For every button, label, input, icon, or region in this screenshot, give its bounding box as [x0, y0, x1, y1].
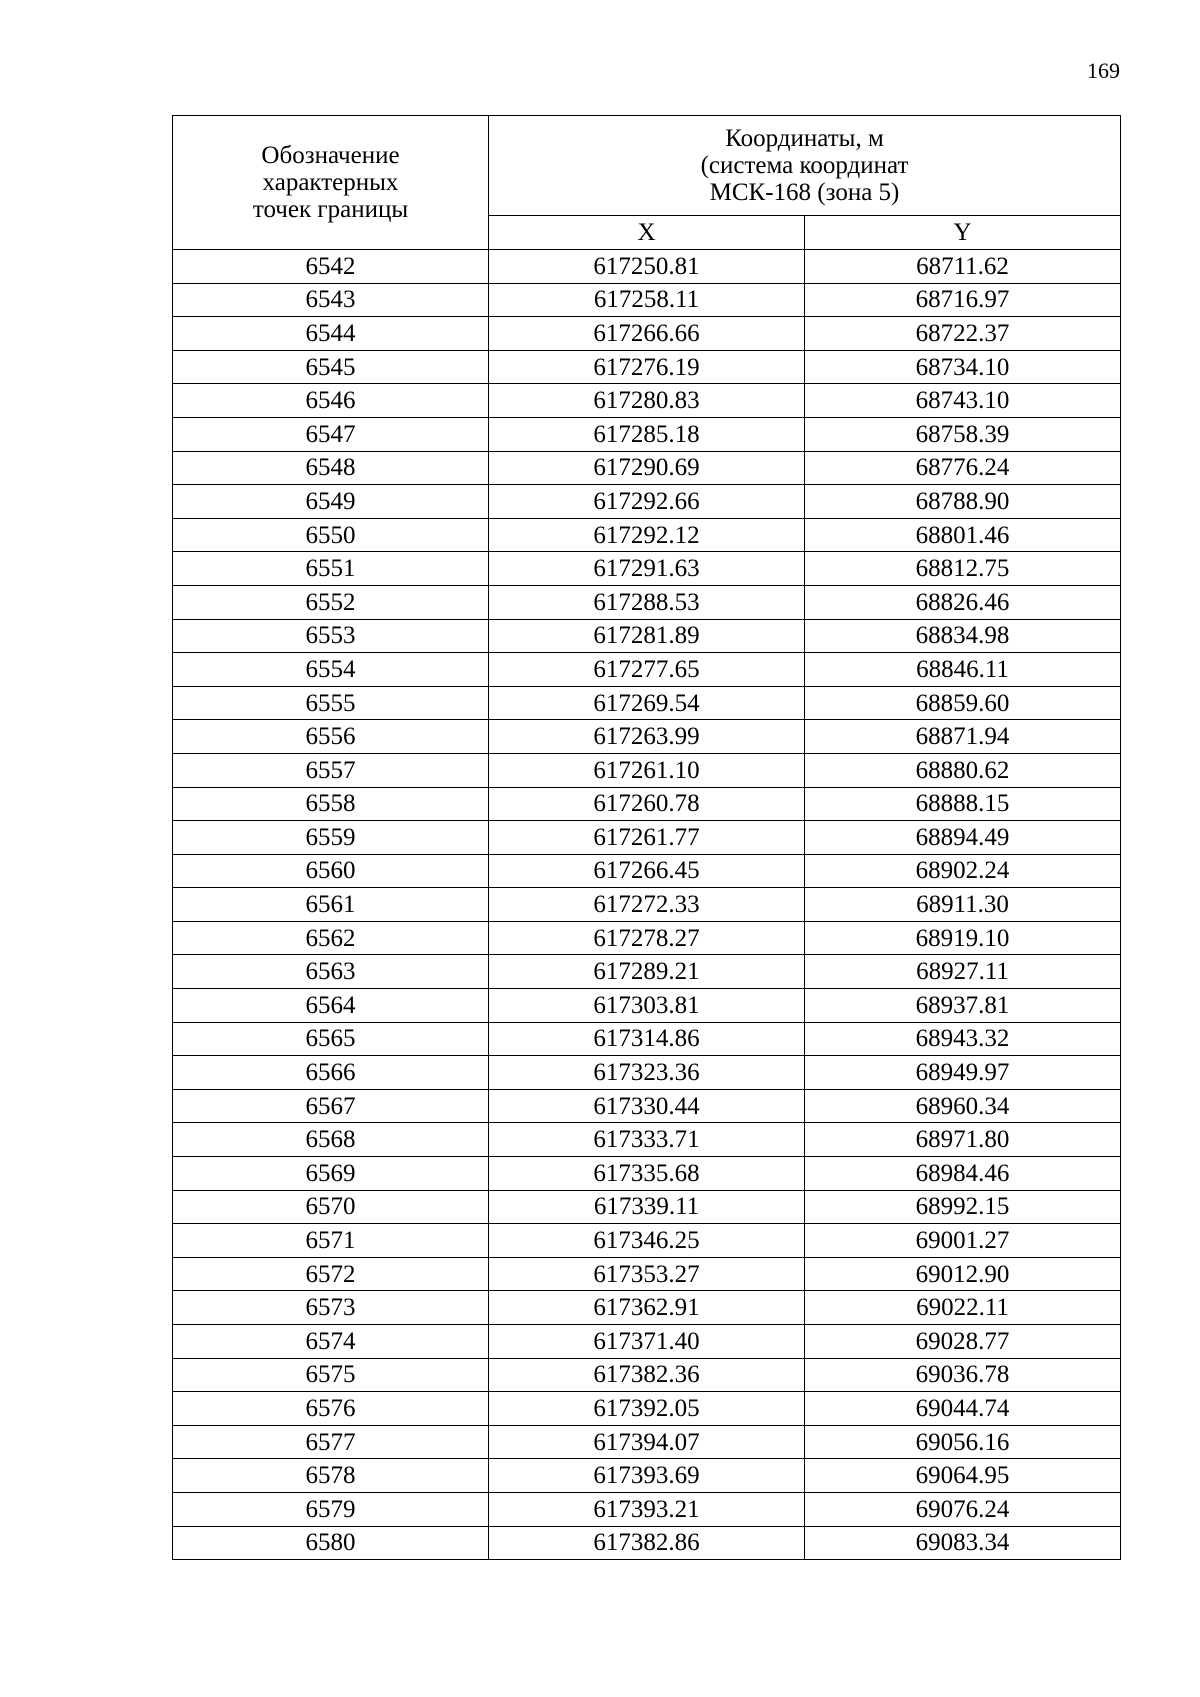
x-coordinate-cell: 617277.65 — [489, 653, 805, 687]
y-coordinate-cell: 68834.98 — [805, 619, 1121, 653]
x-coordinate-cell: 617392.05 — [489, 1392, 805, 1426]
x-coordinate-cell: 617393.21 — [489, 1492, 805, 1526]
y-coordinate-cell: 68758.39 — [805, 417, 1121, 451]
coords-header-line-1: Координаты, м — [725, 125, 884, 152]
point-cell: 6574 — [173, 1325, 489, 1359]
y-coordinate-cell: 68826.46 — [805, 585, 1121, 619]
table-row — [173, 552, 1121, 586]
coords-header-line-2: (система координат — [700, 152, 909, 179]
x-coordinate-cell: 617276.19 — [489, 350, 805, 384]
table-row — [173, 787, 1121, 821]
y-coordinate-cell: 68812.75 — [805, 552, 1121, 586]
table-row — [173, 1257, 1121, 1291]
y-coordinate-cell: 68846.11 — [805, 653, 1121, 687]
table-row — [173, 955, 1121, 989]
coordinates-header — [489, 116, 1121, 216]
table-row — [173, 1325, 1121, 1359]
point-cell: 6555 — [173, 686, 489, 720]
x-coordinate-cell: 617250.81 — [489, 250, 805, 284]
point-cell: 6579 — [173, 1492, 489, 1526]
x-coordinate-cell: 617346.25 — [489, 1224, 805, 1258]
y-coordinate-cell: 69083.34 — [805, 1526, 1121, 1560]
x-coordinate-cell: 617371.40 — [489, 1325, 805, 1359]
y-coordinate-cell: 68960.34 — [805, 1089, 1121, 1123]
x-coordinate-cell: 617362.91 — [489, 1291, 805, 1325]
y-coordinate-cell: 68949.97 — [805, 1056, 1121, 1090]
point-cell: 6545 — [173, 350, 489, 384]
y-coordinate-cell: 69028.77 — [805, 1325, 1121, 1359]
point-cell: 6560 — [173, 854, 489, 888]
table-row — [173, 585, 1121, 619]
point-header-line-1: Обозначение — [261, 142, 400, 169]
y-coordinate-cell: 68927.11 — [805, 955, 1121, 989]
table-body — [173, 250, 1121, 1560]
table-row — [173, 317, 1121, 351]
point-cell: 6577 — [173, 1425, 489, 1459]
x-coordinate-cell: 617288.53 — [489, 585, 805, 619]
table-row — [173, 753, 1121, 787]
x-coordinate-cell: 617292.66 — [489, 485, 805, 519]
point-cell: 6573 — [173, 1291, 489, 1325]
x-coordinate-cell: 617263.99 — [489, 720, 805, 754]
table-row — [173, 1425, 1121, 1459]
point-cell: 6580 — [173, 1526, 489, 1560]
x-coordinate-cell: 617272.33 — [489, 888, 805, 922]
y-coordinate-cell: 69076.24 — [805, 1492, 1121, 1526]
y-coordinate-cell: 68859.60 — [805, 686, 1121, 720]
x-coordinate-cell: 617292.12 — [489, 518, 805, 552]
point-cell: 6566 — [173, 1056, 489, 1090]
table-row — [173, 1157, 1121, 1191]
y-coordinate-cell: 68984.46 — [805, 1157, 1121, 1191]
x-coordinate-cell: 617278.27 — [489, 921, 805, 955]
y-coordinate-cell: 68919.10 — [805, 921, 1121, 955]
point-cell: 6553 — [173, 619, 489, 653]
y-coordinate-cell: 69056.16 — [805, 1425, 1121, 1459]
point-cell: 6571 — [173, 1224, 489, 1258]
point-cell: 6562 — [173, 921, 489, 955]
y-coordinate-cell: 68894.49 — [805, 821, 1121, 855]
y-coordinate-cell: 69064.95 — [805, 1459, 1121, 1493]
point-cell: 6578 — [173, 1459, 489, 1493]
point-cell: 6572 — [173, 1257, 489, 1291]
y-coordinate-cell: 68711.62 — [805, 250, 1121, 284]
point-cell: 6542 — [173, 250, 489, 284]
x-coordinate-cell: 617303.81 — [489, 989, 805, 1023]
point-cell: 6568 — [173, 1123, 489, 1157]
y-coordinate-cell: 68992.15 — [805, 1190, 1121, 1224]
x-coordinate-cell: 617323.36 — [489, 1056, 805, 1090]
point-cell: 6564 — [173, 989, 489, 1023]
y-coordinate-cell: 68734.10 — [805, 350, 1121, 384]
x-coordinate-cell: 617382.86 — [489, 1526, 805, 1560]
table-row — [173, 1022, 1121, 1056]
table-row — [173, 1459, 1121, 1493]
y-coordinate-cell: 68722.37 — [805, 317, 1121, 351]
table-row — [173, 1358, 1121, 1392]
x-coordinate-cell: 617261.10 — [489, 753, 805, 787]
y-coordinate-cell: 69012.90 — [805, 1257, 1121, 1291]
x-coordinate-cell: 617281.89 — [489, 619, 805, 653]
y-coordinate-cell: 68776.24 — [805, 451, 1121, 485]
table-row — [173, 485, 1121, 519]
table-row — [173, 417, 1121, 451]
table-row — [173, 921, 1121, 955]
point-cell: 6557 — [173, 753, 489, 787]
table-row — [173, 686, 1121, 720]
point-cell: 6556 — [173, 720, 489, 754]
point-cell: 6546 — [173, 384, 489, 418]
table-row — [173, 1123, 1121, 1157]
point-cell: 6550 — [173, 518, 489, 552]
x-coordinate-cell: 617394.07 — [489, 1425, 805, 1459]
y-coordinate-cell: 68971.80 — [805, 1123, 1121, 1157]
table-row — [173, 1089, 1121, 1123]
y-column-header: Y — [805, 216, 1121, 250]
coords-header-line-3: МСК-168 (зона 5) — [709, 179, 900, 206]
x-coordinate-cell: 617382.36 — [489, 1358, 805, 1392]
point-cell: 6575 — [173, 1358, 489, 1392]
x-coordinate-cell: 617314.86 — [489, 1022, 805, 1056]
point-cell: 6547 — [173, 417, 489, 451]
x-coordinate-cell: 617330.44 — [489, 1089, 805, 1123]
y-coordinate-cell: 69001.27 — [805, 1224, 1121, 1258]
x-coordinate-cell: 617266.66 — [489, 317, 805, 351]
y-coordinate-cell: 68716.97 — [805, 283, 1121, 317]
table-row — [173, 888, 1121, 922]
table-row — [173, 821, 1121, 855]
coordinates-table — [172, 115, 1121, 1560]
table-header — [173, 116, 1121, 250]
point-cell: 6549 — [173, 485, 489, 519]
table-row — [173, 518, 1121, 552]
x-coordinate-cell: 617261.77 — [489, 821, 805, 855]
point-cell: 6576 — [173, 1392, 489, 1426]
point-cell: 6543 — [173, 283, 489, 317]
y-coordinate-cell: 68743.10 — [805, 384, 1121, 418]
x-coordinate-cell: 617260.78 — [489, 787, 805, 821]
table-row — [173, 720, 1121, 754]
table-row — [173, 1492, 1121, 1526]
point-cell: 6552 — [173, 585, 489, 619]
point-cell: 6565 — [173, 1022, 489, 1056]
table-row — [173, 653, 1121, 687]
y-coordinate-cell: 68871.94 — [805, 720, 1121, 754]
point-designation-header — [173, 116, 489, 250]
point-cell: 6544 — [173, 317, 489, 351]
x-coordinate-cell: 617266.45 — [489, 854, 805, 888]
table-row — [173, 350, 1121, 384]
table-row — [173, 1224, 1121, 1258]
point-header-line-3: точек границы — [252, 196, 409, 223]
point-cell: 6570 — [173, 1190, 489, 1224]
point-cell: 6563 — [173, 955, 489, 989]
y-coordinate-cell: 68888.15 — [805, 787, 1121, 821]
x-coordinate-cell: 617280.83 — [489, 384, 805, 418]
y-coordinate-cell: 68880.62 — [805, 753, 1121, 787]
y-coordinate-cell: 68911.30 — [805, 888, 1121, 922]
table-row — [173, 1526, 1121, 1560]
y-coordinate-cell: 69044.74 — [805, 1392, 1121, 1426]
x-coordinate-cell: 617285.18 — [489, 417, 805, 451]
table-row — [173, 1190, 1121, 1224]
x-column-header: X — [489, 216, 805, 250]
table-row — [173, 283, 1121, 317]
x-coordinate-cell: 617269.54 — [489, 686, 805, 720]
y-coordinate-cell: 69036.78 — [805, 1358, 1121, 1392]
point-cell: 6569 — [173, 1157, 489, 1191]
point-cell: 6558 — [173, 787, 489, 821]
y-coordinate-cell: 68943.32 — [805, 1022, 1121, 1056]
y-coordinate-cell: 68937.81 — [805, 989, 1121, 1023]
point-cell: 6554 — [173, 653, 489, 687]
x-coordinate-cell: 617333.71 — [489, 1123, 805, 1157]
y-coordinate-cell: 68801.46 — [805, 518, 1121, 552]
table-row — [173, 451, 1121, 485]
table-row — [173, 619, 1121, 653]
table-row — [173, 1291, 1121, 1325]
x-coordinate-cell: 617289.21 — [489, 955, 805, 989]
y-coordinate-cell: 68902.24 — [805, 854, 1121, 888]
x-coordinate-cell: 617290.69 — [489, 451, 805, 485]
point-header-line-2: характерных — [262, 169, 399, 196]
y-coordinate-cell: 69022.11 — [805, 1291, 1121, 1325]
table-row — [173, 989, 1121, 1023]
table-row — [173, 250, 1121, 284]
x-coordinate-cell: 617353.27 — [489, 1257, 805, 1291]
point-cell: 6551 — [173, 552, 489, 586]
point-cell: 6561 — [173, 888, 489, 922]
x-coordinate-cell: 617335.68 — [489, 1157, 805, 1191]
point-cell: 6559 — [173, 821, 489, 855]
x-coordinate-cell: 617258.11 — [489, 283, 805, 317]
table-row — [173, 1056, 1121, 1090]
table-row — [173, 854, 1121, 888]
x-coordinate-cell: 617339.11 — [489, 1190, 805, 1224]
table-row — [173, 384, 1121, 418]
y-coordinate-cell: 68788.90 — [805, 485, 1121, 519]
point-cell: 6548 — [173, 451, 489, 485]
x-coordinate-cell: 617393.69 — [489, 1459, 805, 1493]
x-coordinate-cell: 617291.63 — [489, 552, 805, 586]
page-number: 169 — [1087, 58, 1120, 83]
table-row — [173, 1392, 1121, 1426]
point-cell: 6567 — [173, 1089, 489, 1123]
